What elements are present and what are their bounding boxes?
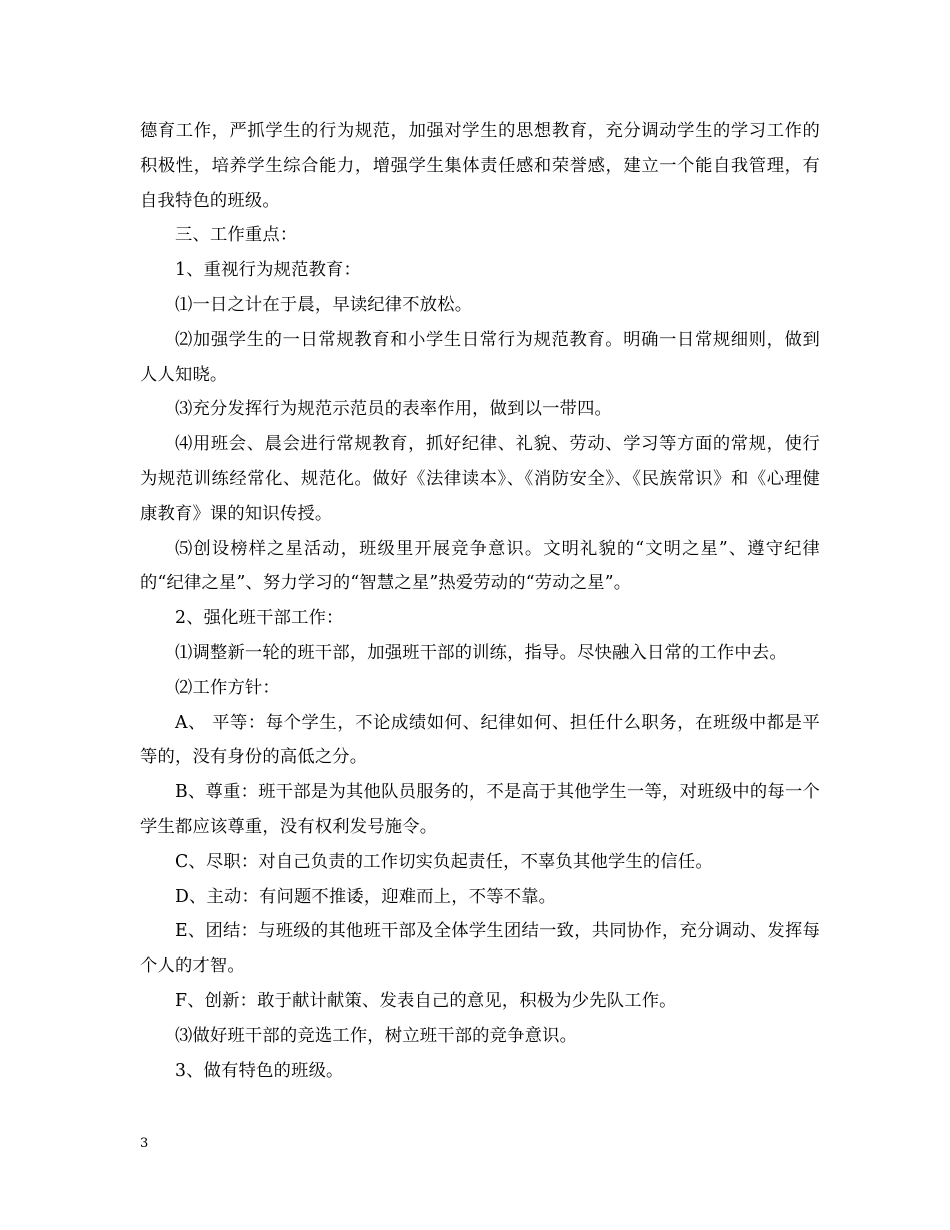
- paragraph-continuation: 德育工作，严抓学生的行为规范，加强对学生的思想教育，充分调动学生的学习工作的积极性，培养学生综合能力，增强学生集体责任感和荣誉感，建立一个能自我管理，有自我特色的班级。: [140, 121, 820, 211]
- list-item: ⑴调整新一轮的班干部，加强班干部的训练，指导。尽快融入日常的工作中去。: [175, 642, 787, 663]
- list-item: ⑴一日之计在于晨，早读纪律不放松。: [175, 294, 473, 315]
- principle-item: B、尊重：班干部是为其他队员服务的，不是高于其他学生一等，对班级中的每一个学生都应该尊重，没有权利发号施令。: [140, 782, 820, 837]
- list-item: ⑵工作方针：: [175, 677, 280, 698]
- list-item: ⑷用班会、晨会进行常规教育，抓好纪律、礼貌、劳动、学习等方面的常规，使行为规范训练经常化、规范化。做好《法律读本》、《消防安全》、《民族常识》和《心理健康教育》课的知识传授。: [140, 434, 820, 524]
- subheading-class-cadre-work: 2、强化班干部工作：: [175, 608, 344, 629]
- principle-item: D、主动：有问题不推诿，迎难而上，不等不靠。: [175, 886, 557, 907]
- subheading-class-feature: 3、做有特色的班级。: [175, 1060, 344, 1081]
- list-item: ⑶做好班干部的竞选工作，树立班干部的竞争意识。: [175, 1025, 578, 1046]
- list-item: ⑶充分发挥行为规范示范员的表率作用，做到以一带四。: [175, 399, 613, 420]
- principle-item: A、 平等：每个学生，不论成绩如何、纪律如何、担任什么职务，在班级中都是平等的，没有身份的高低之分。: [140, 712, 820, 768]
- subheading-behavior-education: 1、重视行为规范教育：: [175, 260, 362, 281]
- list-item: ⑵加强学生的一日常规教育和小学生日常行为规范教育。明确一日常规细则，做到人人知晓。: [140, 329, 820, 385]
- list-item: ⑸创设榜样之星活动，班级里开展竞争意识。文明礼貌的“文明之星”、遵守纪律的“纪律之星”、努力学习的“智慧之星”热爱劳动的“劳动之星”。: [140, 538, 820, 594]
- page-number: 3: [140, 1136, 149, 1151]
- principle-item: C、尽职：对自己负责的工作切实负起责任，不辜负其他学生的信任。: [175, 851, 713, 872]
- document-body: [140, 114, 820, 1088]
- principle-item: E、团结：与班级的其他班干部及全体学生团结一致，共同协作，充分调动、发挥每个人的才智。: [140, 921, 820, 977]
- section-heading-work-focus: 三、工作重点：: [175, 225, 298, 246]
- principle-item: F、创新：敢于献计献策、发表自己的意见，积极为少先队工作。: [175, 990, 677, 1011]
